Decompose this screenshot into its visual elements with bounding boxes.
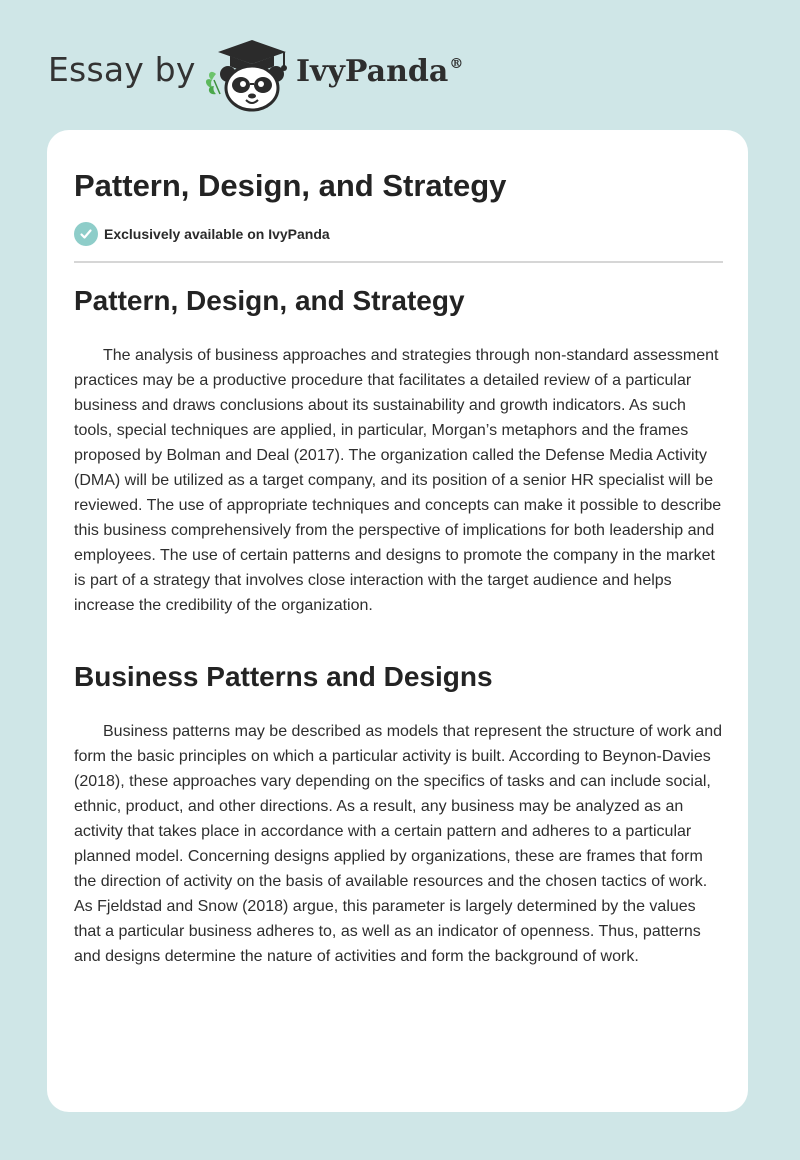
brand-text: IvyPanda bbox=[296, 54, 449, 89]
ivy-leaf-icon bbox=[206, 72, 220, 94]
exclusive-badge bbox=[74, 222, 330, 246]
check-icon bbox=[74, 222, 98, 246]
panda-graduation-cap-logo-icon[interactable] bbox=[200, 36, 292, 112]
registered-mark: ® bbox=[449, 56, 464, 72]
section-heading: Pattern, Design, and Strategy bbox=[74, 285, 465, 316]
brand-name[interactable] bbox=[296, 54, 463, 89]
section-paragraph: Business patterns may be described as models that represent the structure of work and form the basic principles on which a particular activity is built. According to Beynon-Davies (2018), these approaches vary depending on the specifics of tasks and can include social, ethnic, product, and other directions. As a result, any business may be analyzed as an activity that takes place in accordance with a certain pattern and adheres to a particular planned model. Concerning designs applied by organizations, these are frames that form the direction of activity on the basis of available resources and the chosen tactics of work. As Fjeldstad and Snow (2018) argue, this parameter is largely determined by the values that a particular business adheres to, as well as an indicator of openness. Thus, patterns and designs determine the nature of activities and form the background of work. bbox=[74, 723, 722, 965]
essay-by-label: Essay by bbox=[48, 50, 196, 89]
section-paragraph: The analysis of business approaches and strategies through non-standard assessment practices may be a productive procedure that facilitates a detailed review of a particular business and draws conclusions about its sustainability and growth indicators. As such tools, special techniques are applied, in particular, Morgan’s metaphors and the frames proposed by Bolman and Deal (2017). The organization called the Defense Media Activity (DMA) will be utilized as a target company, and its position of a senior HR specialist will be reviewed. The use of appropriate techniques and concepts can make it possible to describe this business comprehensively from the perspective of implications for both leadership and employees. The use of certain patterns and designs to promote the company in the market is part of a strategy that involves close interaction with the target audience and helps increase the credibility of the organization. bbox=[74, 347, 722, 614]
exclusive-label: Exclusively available on IvyPanda bbox=[104, 226, 330, 242]
section-heading: Business Patterns and Designs bbox=[74, 661, 493, 692]
essay-card bbox=[47, 130, 748, 1112]
site-header bbox=[0, 0, 800, 130]
divider bbox=[74, 261, 723, 263]
page-title: Pattern, Design, and Strategy bbox=[74, 168, 507, 203]
